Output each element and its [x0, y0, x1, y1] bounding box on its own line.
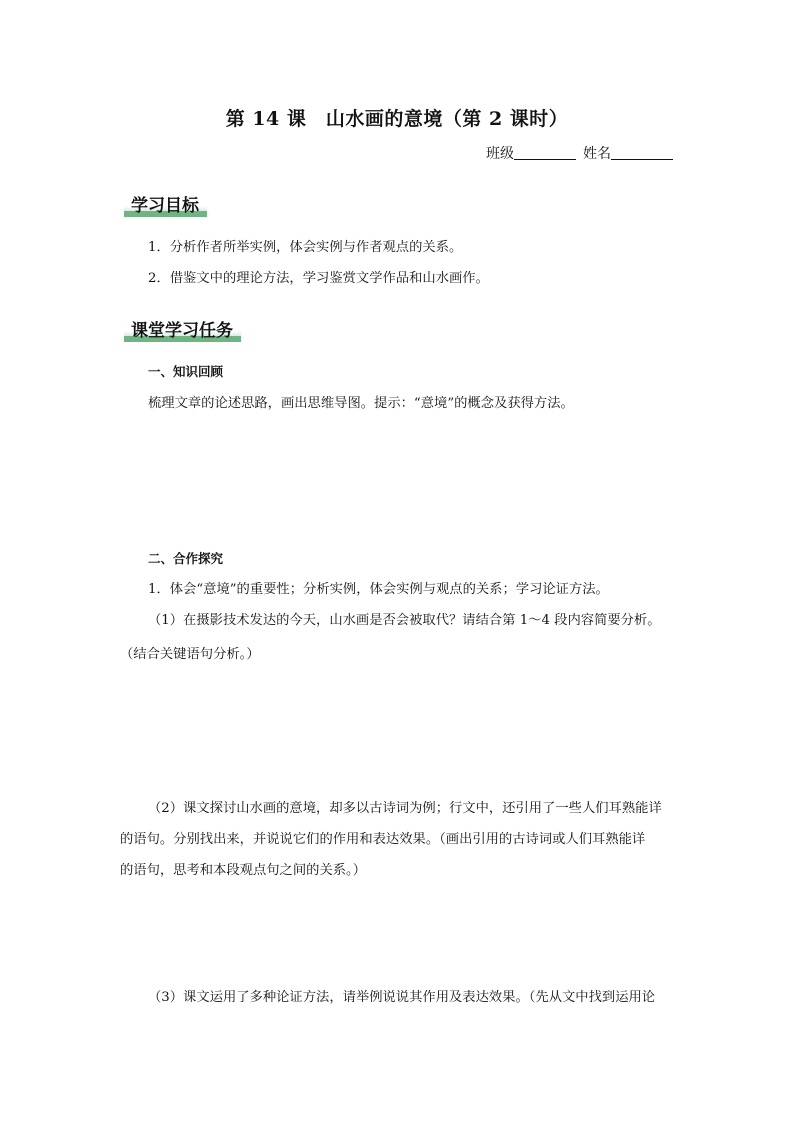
- inquiry-item-1: 1．体会“意境”的重要性；分析实例，体会实例与观点的关系；学习论证方法。: [148, 582, 609, 597]
- inquiry-heading: 二、合作探究: [148, 551, 224, 566]
- tasks-heading: 课堂学习任务: [124, 320, 241, 342]
- question-2-line-3: 的语句，思考和本段观点句之间的关系。）: [120, 863, 366, 878]
- question-1-line-1: （1）在摄影技术发达的今天，山水画是否会被取代？请结合第 1～4 段内容简要分析。: [148, 613, 661, 628]
- objective-item-2: 2．借鉴文中的理论方法，学习鉴赏文学作品和山水画作。: [148, 271, 489, 286]
- class-label: 班级: [486, 146, 514, 162]
- objectives-heading: 学习目标: [124, 195, 207, 217]
- page-title: 第 14 课 山水画的意境（第 2 课时）: [225, 108, 569, 130]
- name-label: 姓名: [583, 146, 611, 162]
- name-blank: [611, 145, 673, 160]
- question-1-line-2: （结合关键语句分析。）: [120, 647, 260, 662]
- question-2-line-1: （2）课文探讨山水画的意境，却多以古诗词为例；行文中，还引用了一些人们耳熟能详: [148, 801, 662, 816]
- question-2-line-2: 的语句。分别找出来，并说说它们的作用和表达效果。（画出引用的古诗词或人们耳熟能详: [120, 832, 646, 847]
- review-heading: 一、知识回顾: [148, 364, 224, 379]
- review-text: 梳理文章的论述思路，画出思维导图。提示：“意境”的概念及获得方法。: [148, 396, 574, 411]
- objective-item-1: 1．分析作者所举实例，体会实例与作者观点的关系。: [148, 240, 463, 255]
- class-blank: [514, 145, 576, 160]
- question-3-line-1: （3）课文运用了多种论证方法，请举例说说其作用及表达效果。（先从文中找到运用论: [148, 990, 656, 1005]
- student-info-line: [486, 145, 673, 163]
